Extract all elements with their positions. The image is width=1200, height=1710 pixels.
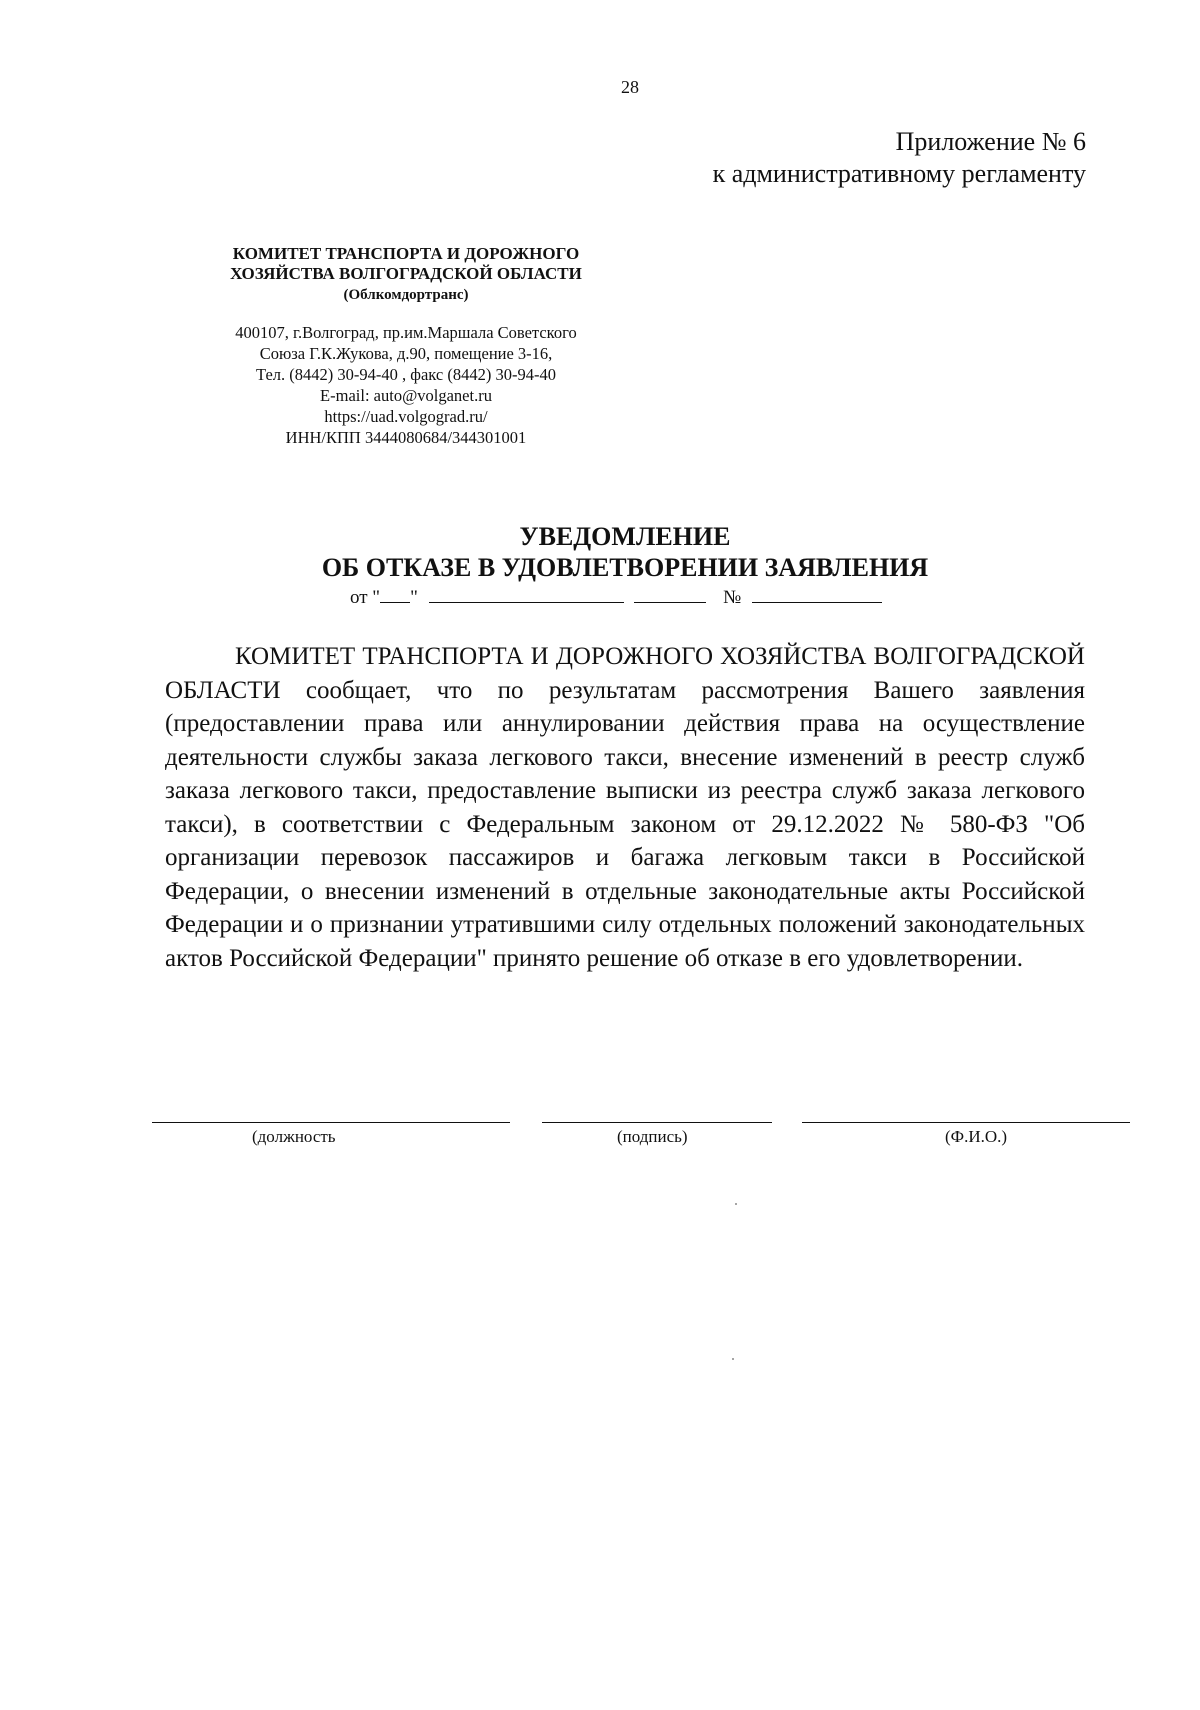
number-sign: № — [723, 587, 742, 608]
scan-speck — [732, 1358, 734, 1360]
date-number-line — [350, 586, 882, 609]
position-signature-line — [152, 1122, 510, 1123]
day-blank — [380, 586, 410, 603]
phone-fax-line: Тел. (8442) 30-94-40 , факс (8442) 30-94-40 — [256, 365, 556, 384]
signature-line — [542, 1122, 772, 1123]
name-signature-line — [802, 1122, 1130, 1123]
signature-caption: (подпись) — [617, 1127, 688, 1146]
page-number: 28 — [621, 77, 639, 97]
name-caption: (Ф.И.О.) — [945, 1127, 1008, 1146]
number-blank — [752, 586, 882, 603]
org-address — [166, 322, 646, 448]
month-blank — [429, 586, 624, 603]
date-prefix: от " — [350, 587, 381, 608]
website-line: https://uad.volgograd.ru/ — [324, 407, 488, 426]
date-quote: " — [410, 587, 418, 608]
notice-title-line-1: УВЕДОМЛЕНИЕ — [519, 522, 731, 551]
org-name-line-2: ХОЗЯЙСТВА ВОЛГОГРАДСКОЙ ОБЛАСТИ — [230, 264, 582, 283]
inn-kpp-line: ИНН/КПП 3444080684/344301001 — [285, 428, 527, 447]
notice-title — [200, 521, 1050, 583]
notice-body: КОМИТЕТ ТРАНСПОРТА И ДОРОЖНОГО ХОЗЯЙСТВА ВОЛГОГРАДСКОЙ ОБЛАСТИ сообщает, что по результатам рассмотрения Вашего заявления (предоставлении права или аннулировании действия права на осуществление деятельности службы заказа легкового такси, внесение изменений в реестр служб заказа легкового такси, предоставление выписки из реестра служб заказа легкового такси), в соответствии с Федеральным законом от 29.12.2022 № 580-ФЗ "Об организации перевозок пассажиров и багажа легковым такси в Российской Федерации, о внесении изменений в отдельные законодательные акты Российской Федерации и о признании утратившими силу отдельных положений законодательных актов Российской Федерации" принято решение об отказе в его удовлетворении. — [165, 643, 1085, 972]
email-line: E-mail: auto@volganet.ru — [320, 386, 492, 405]
notice-title-line-2: ОБ ОТКАЗЕ В УДОВЛЕТВОРЕНИИ ЗАЯВЛЕНИЯ — [321, 553, 929, 582]
address-line: 400107, г.Волгоград, пр.им.Маршала Советского — [235, 323, 577, 342]
appendix-header — [713, 126, 1086, 190]
org-name-line-1: КОМИТЕТ ТРАНСПОРТА И ДОРОЖНОГО — [232, 244, 580, 263]
appendix-subtitle: к административному регламенту — [712, 159, 1086, 188]
org-short-name: (Облкомдортранс) — [343, 287, 469, 303]
organization-block — [166, 244, 646, 448]
appendix-title: Приложение № 6 — [895, 127, 1086, 156]
address-line: Союза Г.К.Жукова, д.90, помещение 3-16, — [259, 344, 553, 363]
year-blank — [634, 586, 706, 603]
scan-speck — [735, 1203, 737, 1205]
position-caption: (должность — [252, 1127, 336, 1146]
